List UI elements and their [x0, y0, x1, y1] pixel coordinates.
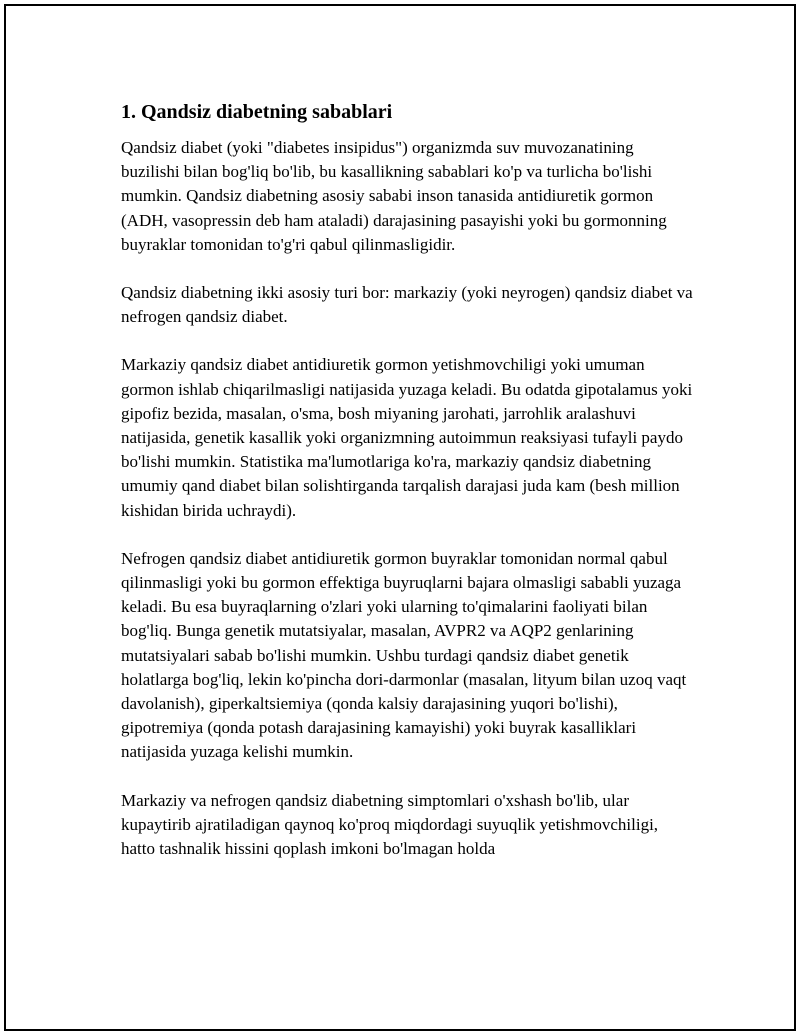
- paragraph-nephrogenic-diabetes: Nefrogen qandsiz diabet antidiuretik gormon buyraklar tomonidan normal qabul qilinmasligi yoki bu gormon effektiga buyruqlarni bajara olmasligi sababli yuzaga keladi. Bu esa buyraqlarning o'zlari yoki ularning to'qimalarini faoliyati bilan bog'liq. Bunga genetik mutatsiyalar, masalan, AVPR2 va AQP2 genlarining mutatsiyalari sabab bo'lishi mumkin. Ushbu turdagi qandsiz diabet genetik holatlarga bog'liq, lekin ko'pincha dori-darmonlar (masalan, lityum bilan uzoq vaqt davolanish), giperkaltsiemiya (qonda kalsiy darajasining yuqori bo'lishi), gipotremiya (qonda potash darajasining kamayishi) yoki buyrak kasalliklari natijasida yuzaga kelishi mumkin.: [121, 548, 687, 762]
- document-body: [121, 98, 696, 885]
- paragraph-central-diabetes: Markaziy qandsiz diabet antidiuretik gormon yetishmovchiligi yoki umuman gormon ishlab chiqarilmasligi natijasida yuzaga keladi. Bu odatda gipotalamus yoki gipofiz bezida, masalan, o'sma, bosh miyaning jarohati, jarrohlik aralashuvi natijasida, genetik kasallik yoki organizmning autoimmun reaksiyasi tufayli paydo bo'lishi mumkin. Statistika ma'lumotlariga ko'ra, markaziy qandsiz diabetning umumiy qand diabet bilan solishtirganda tarqalish darajasi juda kam (besh million kishidan birida uchraydi).: [121, 355, 693, 520]
- paragraph-types: Qandsiz diabetning ikki asosiy turi bor: markaziy (yoki neyrogen) qandsiz diabet va nefrogen qandsiz diabet.: [121, 283, 693, 327]
- paragraph-causes-intro: Qandsiz diabet (yoki "diabetes insipidus") organizmda suv muvozanatining buzilishi bilan bog'liq bo'lib, bu kasallikning sabablari ko'p va turlicha bo'lishi mumkin. Qandsiz diabetning asosiy sababi inson tanasida antidiuretik gormon (ADH, vasopressin deb ham ataladi) darajasining pasayishi yoki bu gormonning buyraklar tomonidan to'g'ri qabul qilinmasligidir.: [121, 138, 667, 254]
- page-frame: [4, 4, 796, 1031]
- section-heading: 1. Qandsiz diabetning sabablari: [121, 101, 393, 123]
- paragraph-symptoms: Markaziy va nefrogen qandsiz diabetning simptomlari o'xshash bo'lib, ular kupaytirib ajratiladigan qaynoq ko'proq miqdordagi suyuqlik yetishmovchiligi, hatto tashnalik hissini qoplash imkoni bo'lmagan holda: [121, 790, 659, 859]
